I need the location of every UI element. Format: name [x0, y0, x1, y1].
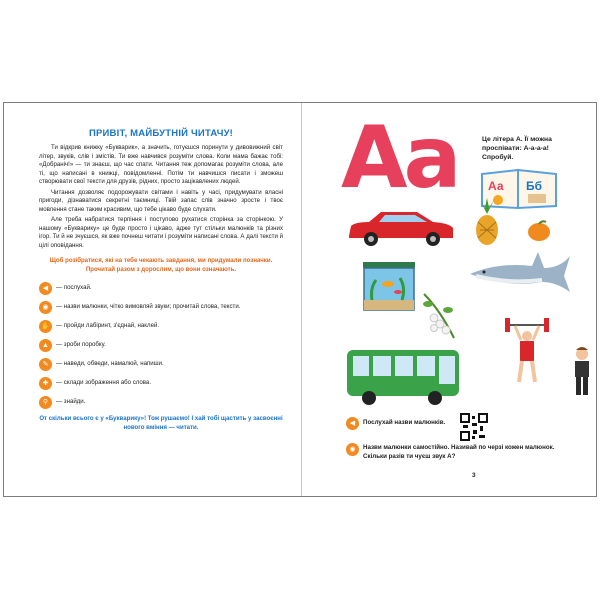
- page-title: ПРИВІТ, МАЙБУТНІЙ ЧИТАЧУ!: [88, 128, 234, 139]
- aquarium-icon: [362, 260, 416, 314]
- legend-item: [39, 377, 283, 390]
- car-icon: [345, 208, 457, 248]
- listen-instruction: [346, 417, 445, 430]
- page-number: 3: [472, 472, 476, 479]
- speaker-icon: ◀: [39, 282, 52, 295]
- legend-item: [39, 339, 283, 352]
- bus-icon: [345, 348, 461, 406]
- pencil-icon: ✎: [39, 358, 52, 371]
- shark-icon: [468, 248, 572, 294]
- legend-item: [39, 301, 283, 314]
- book-letters-lower: Бб: [526, 179, 543, 193]
- closing-note: От скільки всього є у «Букварику»! Тож рушаємо! І хай тобі щастить у засвоєнні нового вміння — читати.: [39, 415, 283, 431]
- magnifier-icon: ⚲: [39, 396, 52, 409]
- apricot-icon: [527, 220, 551, 242]
- naming-text: Назви малюнки самостійно. Називай по черзі кожен малюнок. Скільки разів ти чуєш звук А?: [363, 444, 555, 460]
- legend-intro: Щоб розібратися, які на тебе чекають завдання, ми придумали позначки. Прочитай разом з дорослим, що вони означають.: [49, 257, 273, 273]
- athlete-icon: [505, 316, 549, 386]
- legend-text: — пройди лабіринт, з'єднай, наклей.: [56, 322, 160, 329]
- listen-text: Послухай назви малюнків.: [363, 419, 446, 426]
- legend-text: — склади зображення або слова.: [56, 379, 152, 386]
- intro-paragraph-2: Читання дозволяє подорожувати світами і навіть у часі, придумувати власні пригоди, дізнаватися секретні таємниці. Твій запас слів значно зросте і твоє мовлення стане таким красивим, що тебе цікаво буде слухати.: [39, 188, 283, 213]
- boy-icon: [570, 346, 594, 398]
- intro-paragraph-1: Ти відкрив книжку «Букварик», а значить, готуєшся поринути у дивовижний світ літер, звуків, слів і змістів. Ти вже навчився розуміти слова. Коли мама бажає тобі: «Добраніч!» — ти знаєш, що час спати. Читання теж допомагає розуміти слова, але ті, що написані в книжці, повідомленні. Потім ти навчишся писати і зможеш створювати свої тексти для друзів, рідних, просто зацікавлених людей.: [39, 144, 283, 185]
- hand-icon: ✋: [39, 320, 52, 333]
- pineapple-icon: [472, 198, 502, 246]
- left-page: [39, 128, 283, 432]
- page-fold: [301, 103, 302, 496]
- acacia-flower-icon: [418, 290, 462, 342]
- legend-text: — назви малюнки, чітко вимовляй звуки; прочитай слова, тексти.: [56, 303, 241, 310]
- legend-text: — послухай.: [56, 284, 92, 291]
- letter-note: Це літера А. Її можна проспівати: А-а-а-а! Спробуй.: [482, 136, 552, 161]
- legend-item: [39, 320, 283, 333]
- puzzle-icon: ✚: [39, 377, 52, 390]
- qr-code-icon[interactable]: [460, 413, 488, 441]
- legend-item: [39, 358, 283, 371]
- triangle-icon: ▲: [39, 339, 52, 352]
- intro-paragraph-3: Але треба набратися терпіння і поступово рухатися сторінка за сторінкою. У нашому «Букварику» це буде просто і цікаво, адже тут стільки малюнків та різних ігор. Ти й не зчуєшся, як вже почнеш читати і розуміти написані слова. А далі тексти й цілі оповідання.: [39, 216, 283, 249]
- legend-text: — наведи, обведи, намалюй, напиши.: [56, 360, 164, 367]
- big-letter-a: Aa: [341, 108, 458, 208]
- eye-icon: ◉: [346, 443, 359, 456]
- legend-item: [39, 282, 283, 295]
- speaker-icon: ◀: [346, 417, 359, 430]
- legend-text: — зроби поробку.: [56, 341, 106, 348]
- legend-item: [39, 396, 283, 409]
- eye-icon: ◉: [39, 301, 52, 314]
- legend-text: — знайди.: [56, 398, 86, 405]
- book-letters-upper: Аа: [488, 179, 504, 193]
- naming-instruction: [346, 443, 562, 461]
